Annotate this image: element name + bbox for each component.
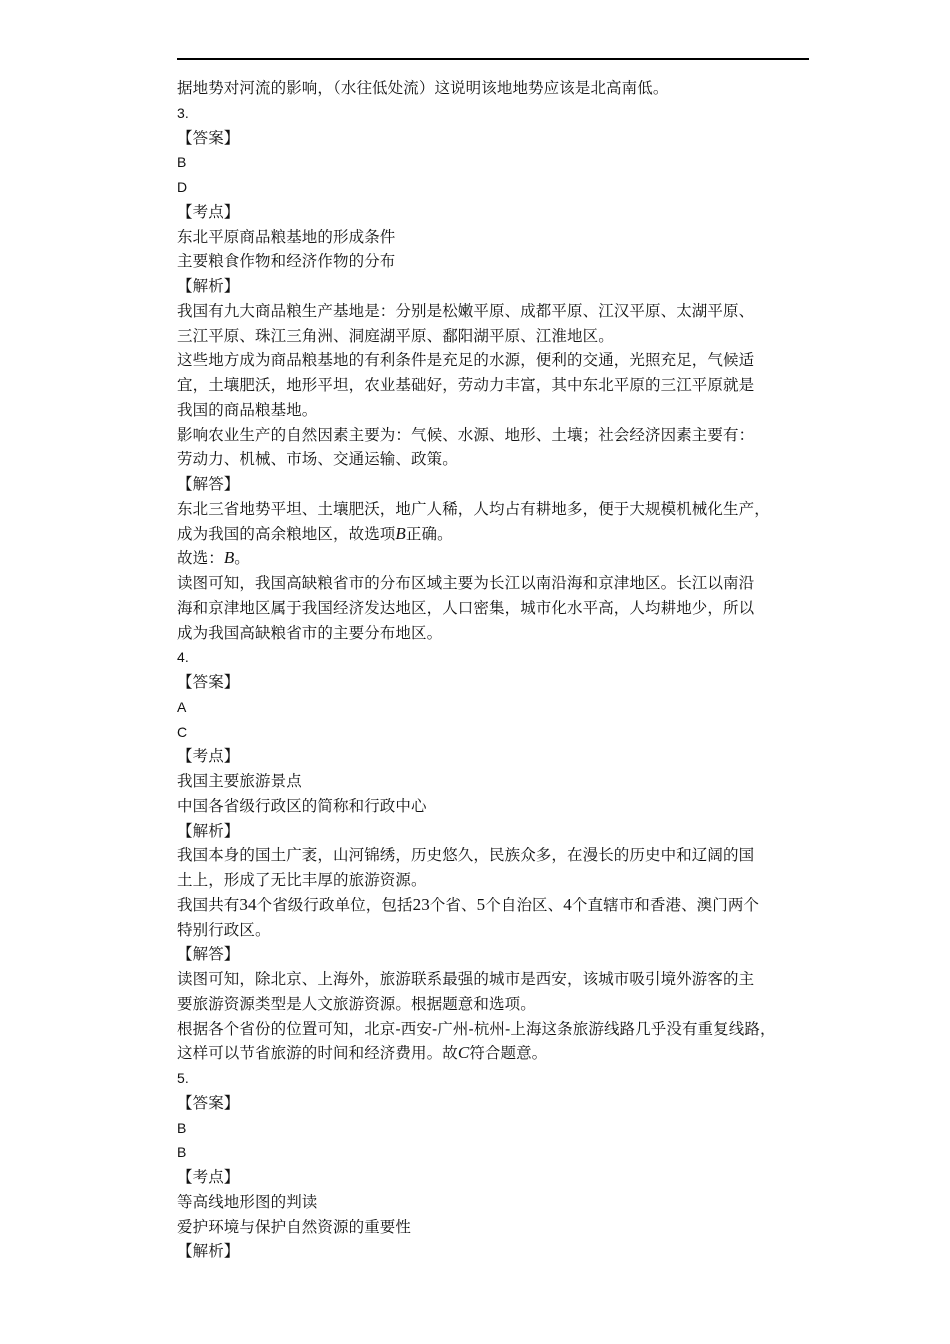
answer-value: C <box>177 723 188 740</box>
text-line: 影响农业生产的自然因素主要为：气候、水源、地形、土壤；社会经济因素主要有： <box>177 425 755 444</box>
answer-value: B <box>177 1144 187 1161</box>
text-line: 东北三省地势平坦、土壤肥沃，地广人稀，人均占有耕地多，便于大规模机械化生产， <box>177 499 770 518</box>
text-line: 特别行政区。 <box>177 920 271 939</box>
section-heading: 【解析】 <box>177 1242 240 1261</box>
text-line: 海和京津地区属于我国经济发达地区，人口密集，城市化水平高，人均耕地少，所以 <box>177 598 755 617</box>
section-heading: 【考点】 <box>177 1168 240 1186</box>
text-line: 根据各个省份的位置可知，北京-西安-广州-杭州-上海这条旅游线路几乎没有重复线路， <box>177 1019 776 1038</box>
text-line: 这些地方成为商品粮基地的有利条件是充足的水源，便利的交通，光照充足，气候适 <box>177 351 755 370</box>
text-line: 成为我国高缺粮省市的主要分布地区。 <box>177 623 443 642</box>
answer-value: A <box>177 698 187 715</box>
text-line: 我国主要旅游景点 <box>177 772 302 790</box>
header-rule <box>177 58 809 60</box>
text-line: 爱护环境与保护自然资源的重要性 <box>177 1217 412 1236</box>
text-line: 我国共有34个省级行政单位，包括23个省、5个自治区、4个直辖市和香港、澳门两个 <box>177 894 760 914</box>
text-line: 要旅游资源类型是人文旅游资源。根据题意和选项。 <box>177 994 536 1013</box>
text-line: 我国本身的国土广袤，山河锦绣，历史悠久，民族众多，在漫长的历史中和辽阔的国 <box>177 846 755 865</box>
text-line: 土上，形成了无比丰厚的旅游资源。 <box>177 871 427 889</box>
answer-value: D <box>177 179 188 195</box>
text-line: 劳动力、机械、市场、交通运输、政策。 <box>177 450 458 469</box>
text-line: 读图可知，除北京、上海外，旅游联系最强的城市是西安，该城市吸引境外游客的主 <box>177 970 755 988</box>
section-heading: 【答案】 <box>177 128 240 147</box>
text-line: 主要粮食作物和经济作物的分布 <box>177 252 396 271</box>
question-number: 4. <box>177 649 189 666</box>
text-line: 读图可知，我国高缺粮省市的分布区域主要为长江以南沿海和京津地区。长江以南沿 <box>177 574 755 592</box>
text-line: 中国各省级行政区的简称和行政中心 <box>177 796 427 815</box>
document-body <box>177 76 817 1264</box>
section-heading: 【答案】 <box>177 673 240 691</box>
text-line: 等高线地形图的判读 <box>177 1192 318 1211</box>
section-heading: 【解析】 <box>177 277 240 295</box>
section-heading: 【考点】 <box>177 202 240 221</box>
section-heading: 【解答】 <box>177 945 240 964</box>
section-heading: 【解答】 <box>177 475 240 493</box>
text-line: 宜，土壤肥沃，地形平坦，农业基础好，劳动力丰富，其中东北平原的三江平原就是 <box>177 376 755 394</box>
text-line: 我国有九大商品粮生产基地是：分别是松嫩平原、成都平原、江汉平原、太湖平原、 <box>177 301 755 320</box>
text-line: 故选：B。 <box>177 548 250 568</box>
text-line: 这样可以节省旅游的时间和经济费用。故C符合题意。 <box>177 1043 548 1063</box>
answer-value: B <box>177 1119 187 1136</box>
section-heading: 【答案】 <box>177 1093 240 1112</box>
question-number: 3. <box>177 104 189 121</box>
text-line: 成为我国的高余粮地区，故选项B正确。 <box>177 523 453 543</box>
question-number: 5. <box>177 1070 189 1086</box>
text-line: 东北平原商品粮基地的形成条件 <box>177 227 396 246</box>
section-heading: 【解析】 <box>177 821 240 840</box>
section-heading: 【考点】 <box>177 747 240 766</box>
text-line: 三江平原、珠江三角洲、洞庭湖平原、鄱阳湖平原、江淮地区。 <box>177 326 614 345</box>
answer-value: B <box>177 154 187 171</box>
text-line: 据地势对河流的影响，（水往低处流）这说明该地地势应该是北高南低。 <box>177 79 669 97</box>
text-line: 我国的商品粮基地。 <box>177 400 318 419</box>
